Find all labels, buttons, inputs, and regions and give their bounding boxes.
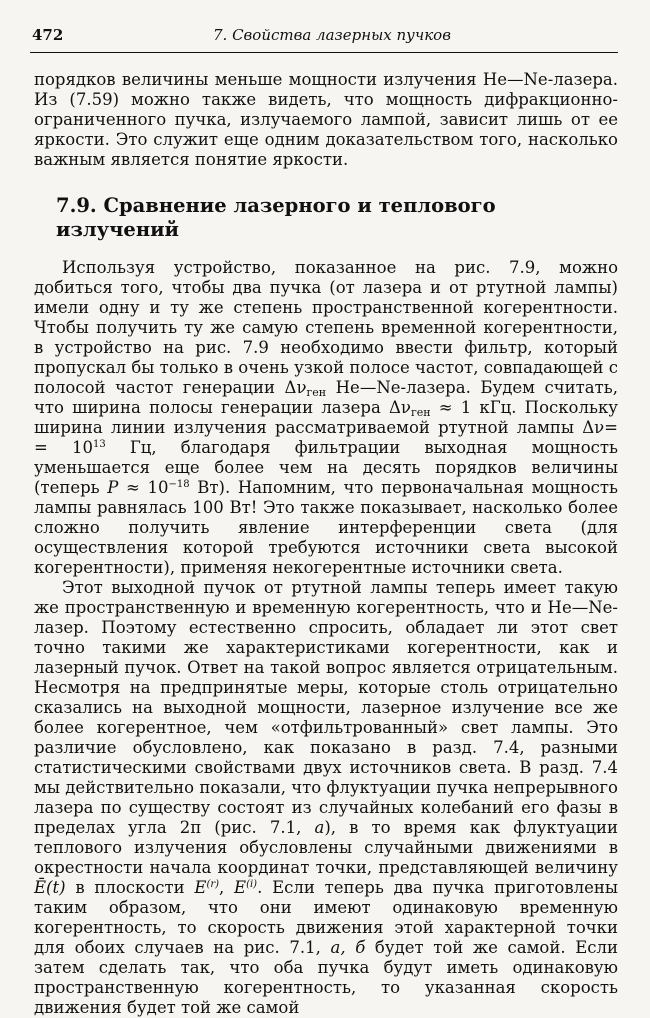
p1-text-3: ≈ 1 кГц. Поскольку ширина линии излучения рассматриваемой ртутной лампы Δν= = 10 [34,398,618,457]
p1-text-6: Вт). Напомним, что первоначальная мощность лампы равнялась 100 Вт! Это также показывает, насколько более сложно получить явление интерференции света (для осуществления которой требуются источники света высокой когерентности), применяя некогерентные источники света. [34,478,618,577]
paragraph-2 [34,578,618,1018]
p1-var-p: P [107,478,119,497]
intro-paragraph: порядков величины меньше мощности излучения He—Ne-лазера. Из (7.59) можно также видеть, что мощность дифракционно-ограниченного пучка, излучаемого лампой, зависит лишь от ее яркости. Это служит еще одним доказательством того, насколько важным является понятие яркости. [34,70,618,169]
p2-text-3: в плоскости [65,878,195,897]
p2-text-2: ), в то время как флуктуации теплового излучения обусловлены случайными движениями в окрестности начала координат точки, представляющей величину [34,818,618,877]
page-number: 472 [32,26,64,44]
p2-text-1: Этот выходной пучок от ртутной лампы теперь имеет такую же пространственную и временную когерентность, что и He—Ne-лазер. Поэтому естественно спросить, обладает ли этот свет точно такими же характеристиками когерентности, как и лазерный пучок. Ответ на такой вопрос является отрицательным. Несмотря на предпринятые меры, которые столь отрицательно сказались на выходной мощности, лазерное излучение все же более когерентное, чем «отфильтрованный» свет лампы. Это различие обусловлено, как показано в разд. 7.4, разными статистическими свойствами двух источников света. В разд. 7.4 мы действительно показали, что флуктуации пучка непрерывного лазера по существу состоят из случайных колебаний его фазы в пределах угла 2π (рис. 7.1, [34,578,618,837]
p2-ref-ab: а, б [330,938,366,957]
p2-sup-i: (i) [246,879,258,890]
p2-ref-a: а [314,818,325,837]
p2-var-e: Ē(t) [34,878,66,897]
p1-sup-m18: −18 [168,479,190,490]
p1-text-5: ≈ 10 [118,478,169,497]
section-title: 7.9. Сравнение лазерного и теплового излучений [56,194,496,241]
page-header [30,26,620,50]
p1-sub-gen-2: ген [410,406,431,419]
running-head: 7. Свойства лазерных пучков [213,26,451,44]
p2-text-5: . Если теперь два пучка приготовлены таким образом, что они имеют одинаковую временную когерентность, то скорость движения этой характерной точки для обоих случаев на рис. 7.1, [34,878,618,957]
p1-text-2: He—Ne-лазера. Будем считать, что ширина полосы генерации лазера Δν [34,378,618,417]
p1-sub-gen-1: ген [306,386,327,399]
p2-var-e3: E [234,878,247,897]
p1-text-1: Используя устройство, показанное на рис. 7.9, можно добиться того, чтобы два пучка (от лазера и от ртутной лампы) имели одну и ту же степень пространственной когерентности. Чтобы получить ту же самую степень временной когерентности, в устройство на рис. 7.9 необходимо ввести фильтр, который пропускал бы только в очень узкой полосе частот, совпадающей с полосой частот генерации Δν [34,258,618,397]
p2-var-e2: E [194,878,207,897]
page-body [34,70,618,1018]
paragraph-1 [34,258,618,578]
p2-text-4: , [219,878,235,897]
p2-text-6: будет той же самой. Если затем сделать так, что оба пучка будут иметь одинаковую пространственную когерентность, то указанная скорость движения будет той же самой [34,938,618,1017]
header-rule [30,52,618,53]
p1-sup-13: 13 [92,439,106,450]
p1-text-4: Гц, благодаря фильтрации выходная мощность уменьшается еще более чем на десять порядков величины (теперь [34,438,618,497]
p2-sup-r: (r) [206,879,220,890]
